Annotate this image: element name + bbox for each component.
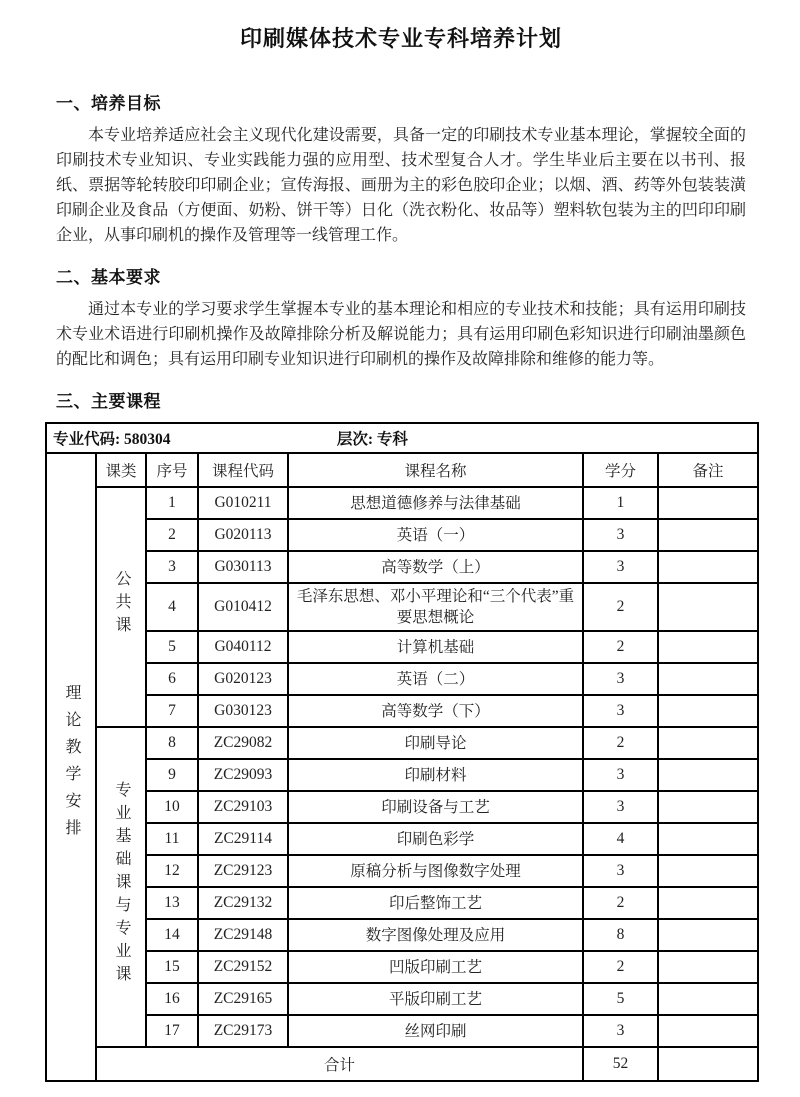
credits-cell: 4 [583,823,658,855]
remark-cell [658,823,758,855]
no-cell: 5 [146,631,198,663]
name-cell: 高等数学（上） [288,551,583,583]
section-heading-objectives: 一、培养目标 [56,94,161,113]
code-cell: ZC29165 [198,983,288,1015]
credits-cell: 3 [583,791,658,823]
code-cell: G010412 [198,583,288,631]
code-cell: ZC29132 [198,887,288,919]
credits-cell: 2 [583,631,658,663]
name-cell: 英语（二） [288,663,583,695]
credits-cell: 2 [583,887,658,919]
code-cell: G020113 [198,519,288,551]
name-cell: 凹版印刷工艺 [288,951,583,983]
remark-cell [658,855,758,887]
code-cell: ZC29093 [198,759,288,791]
header-code: 课程代码 [198,453,288,487]
code-cell: ZC29082 [198,727,288,759]
total-label-cell: 合计 [96,1047,583,1081]
table-row [46,919,758,951]
section-heading-requirements: 二、基本要求 [56,268,161,287]
credits-cell: 2 [583,951,658,983]
table-row [46,519,758,551]
code-cell: ZC29152 [198,951,288,983]
credits-cell: 3 [583,551,658,583]
name-cell: 思想道德修养与法律基础 [288,487,583,519]
total-remark-cell [658,1047,758,1081]
name-cell: 印刷色彩学 [288,823,583,855]
meta-cell [46,423,758,453]
remark-cell [658,791,758,823]
no-cell: 2 [146,519,198,551]
remark-cell [658,1015,758,1047]
remark-cell [658,695,758,727]
no-cell: 13 [146,887,198,919]
remark-cell [658,551,758,583]
table-row [46,759,758,791]
objectives-paragraph: 本专业培养适应社会主义现代化建设需要，具备一定的印刷技术专业基本理论，掌握较全面的印刷技术专业知识、专业实践能力强的应用型、技术型复合人才。学生毕业后主要在以书刊、报纸、票据等轮转胶印印刷企业；宣传海报、画册为主的彩色胶印企业；以烟、酒、药等外包装装潢印刷企业及食品（方便面、奶粉、饼干等）日化（洗衣粉化、妆品等）塑料软包装为主的凹印印刷企业，从事印刷机的操作及管理等一线管理工作。 [56,127,746,244]
code-cell: G040112 [198,631,288,663]
code-cell: G030123 [198,695,288,727]
name-cell: 原稿分析与图像数字处理 [288,855,583,887]
section-heading-courses: 三、主要课程 [56,392,161,411]
code-cell: ZC29148 [198,919,288,951]
table-row [46,487,758,519]
code-cell: ZC29123 [198,855,288,887]
no-cell: 6 [146,663,198,695]
no-cell: 3 [146,551,198,583]
credits-cell: 2 [583,727,658,759]
table-row [46,983,758,1015]
group-label-text: 公共课 [113,570,130,639]
name-cell: 丝网印刷 [288,1015,583,1047]
code-cell: G010211 [198,487,288,519]
table-row [46,887,758,919]
no-cell: 11 [146,823,198,855]
remark-cell [658,983,758,1015]
name-cell: 印刷材料 [288,759,583,791]
table-header-row [46,453,758,487]
name-cell: 平版印刷工艺 [288,983,583,1015]
credits-cell: 3 [583,1015,658,1047]
course-table [45,422,759,1082]
group-label-text: 专业基础课与专业课 [113,781,130,988]
credits-cell: 5 [583,983,658,1015]
credits-cell: 1 [583,487,658,519]
no-cell: 14 [146,919,198,951]
header-name: 课程名称 [288,453,583,487]
no-cell: 1 [146,487,198,519]
header-remark: 备注 [658,453,758,487]
remark-cell [658,663,758,695]
table-row [46,1015,758,1047]
remark-cell [658,887,758,919]
table-row [46,823,758,855]
code-cell: ZC29173 [198,1015,288,1047]
name-cell: 计算机基础 [288,631,583,663]
credits-cell: 2 [583,583,658,631]
code-cell: G020123 [198,663,288,695]
no-cell: 12 [146,855,198,887]
name-cell: 印刷设备与工艺 [288,791,583,823]
table-row [46,551,758,583]
group-label-cell-public [96,487,146,727]
side-label-text: 理论教学安排 [63,683,80,846]
name-cell: 印后整饰工艺 [288,887,583,919]
header-course-type: 课类 [96,453,146,487]
header-no: 序号 [146,453,198,487]
name-cell: 高等数学（下） [288,695,583,727]
no-cell: 7 [146,695,198,727]
table-row [46,791,758,823]
requirements-paragraph: 通过本专业的学习要求学生掌握本专业的基本理论和相应的专业技术和技能；具有运用印刷技术专业术语进行印刷机操作及故障排除分析及解说能力；具有运用印刷色彩知识进行印刷油墨颜色的配比和调色；具有运用印刷专业知识进行印刷机的操作及故障排除和维修的能力等。 [56,301,746,368]
table-row [46,663,758,695]
page-title: 印刷媒体技术专业专科培养计划 [239,26,562,51]
credits-cell: 8 [583,919,658,951]
credits-cell: 3 [583,855,658,887]
no-cell: 17 [146,1015,198,1047]
remark-cell [658,951,758,983]
table-row [46,951,758,983]
remark-cell [658,759,758,791]
total-credits-cell: 52 [583,1047,658,1081]
table-meta-row [46,423,758,453]
remark-cell [658,583,758,631]
header-credits: 学分 [583,453,658,487]
remark-cell [658,519,758,551]
total-row [46,1047,758,1081]
table-row [46,695,758,727]
table-row [46,727,758,759]
code-cell: ZC29103 [198,791,288,823]
remark-cell [658,487,758,519]
remark-cell [658,919,758,951]
name-cell: 英语（一） [288,519,583,551]
no-cell: 4 [146,583,198,631]
no-cell: 15 [146,951,198,983]
no-cell: 10 [146,791,198,823]
credits-cell: 3 [583,695,658,727]
name-cell: 印刷导论 [288,727,583,759]
table-row [46,583,758,631]
remark-cell [658,631,758,663]
table-row [46,855,758,887]
name-cell: 毛泽东思想、邓小平理论和“三个代表”重要思想概论 [288,583,583,631]
table-row [46,631,758,663]
credits-cell: 3 [583,663,658,695]
credits-cell: 3 [583,759,658,791]
group-label-cell-major [96,727,146,1047]
no-cell: 16 [146,983,198,1015]
major-code: 专业代码: 580304 [53,431,171,448]
no-cell: 8 [146,727,198,759]
remark-cell [658,727,758,759]
side-label-cell [46,453,96,1081]
no-cell: 9 [146,759,198,791]
code-cell: ZC29114 [198,823,288,855]
code-cell: G030113 [198,551,288,583]
level-label: 层次: 专科 [336,431,408,448]
name-cell: 数字图像处理及应用 [288,919,583,951]
credits-cell: 3 [583,519,658,551]
